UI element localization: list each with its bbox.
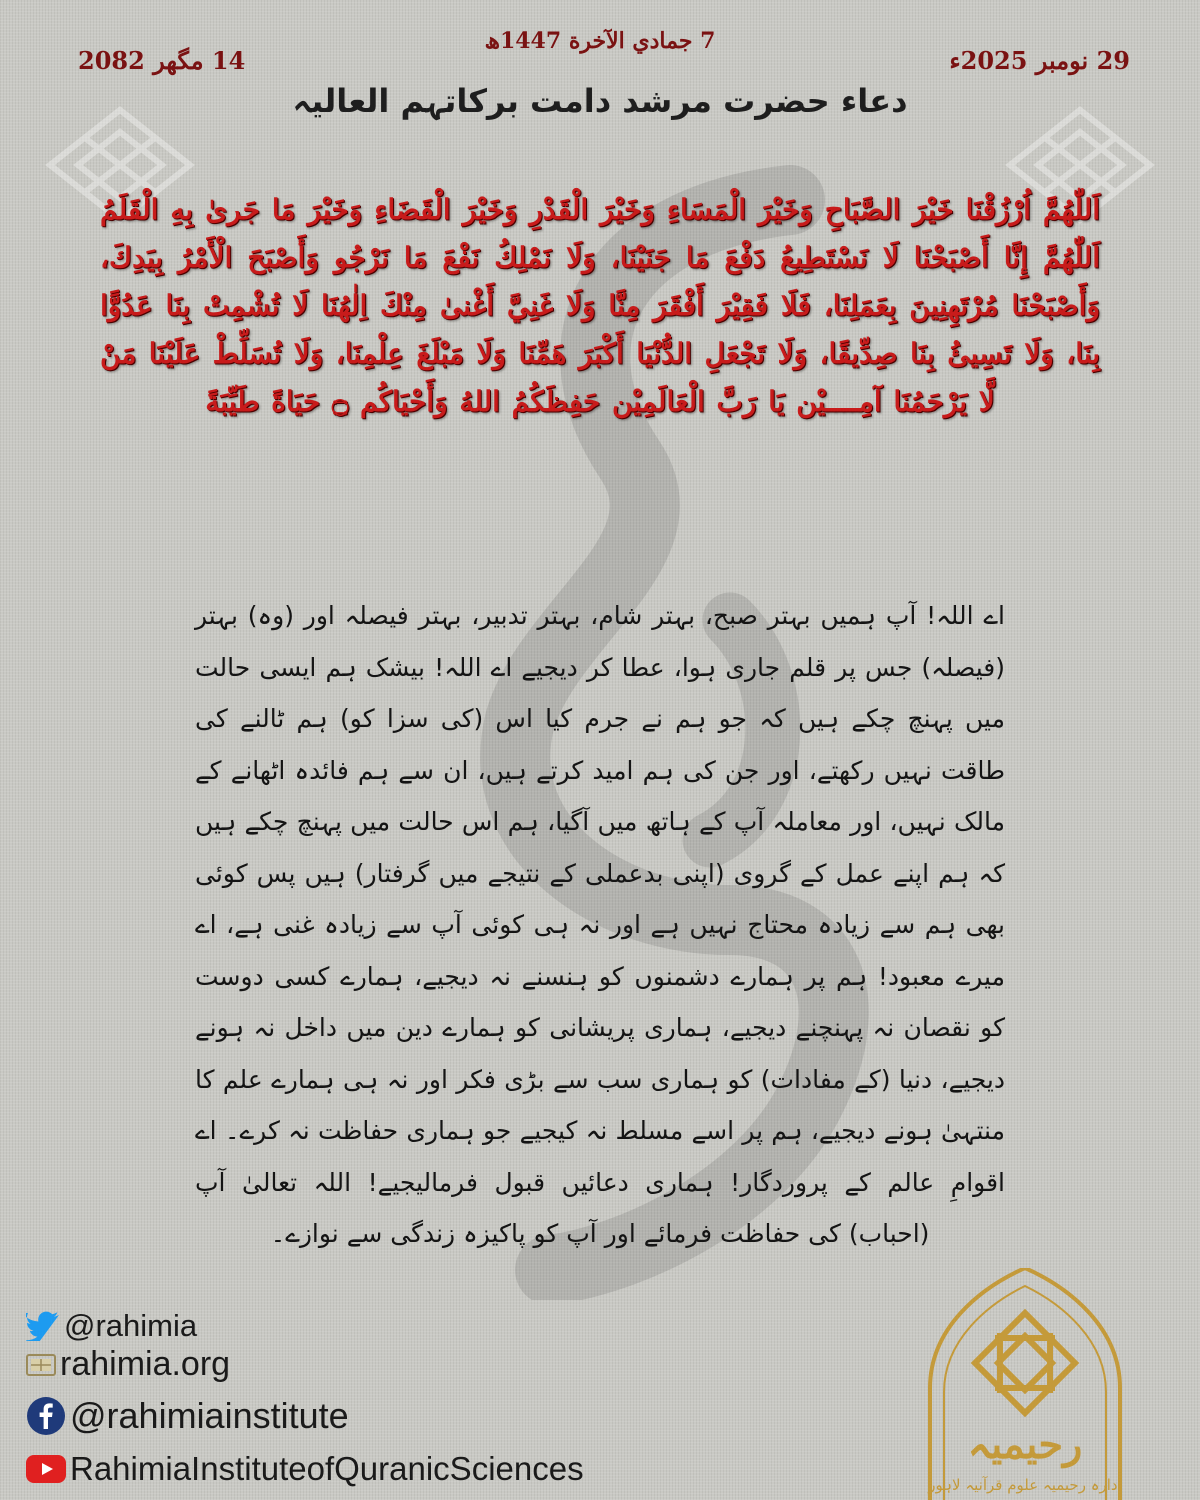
youtube-channel-text: RahimiaInstituteofQuranicSciences: [70, 1450, 584, 1487]
logo-name: رحیمیہ: [967, 1421, 1083, 1468]
desi-date: 14 مگھر 2082: [78, 46, 246, 75]
facebook-handle[interactable]: [26, 1395, 349, 1437]
dua-arabic-text: اَللّٰهُمَّ اُرْزُقْنَا خَيْرَ الصَّبَاحِ وَخَيْرَ الْمَسَاءِ وَخَيْرَ الْقَدْرِ وَخَيْرَ الْقَضَاءِ وَخَيْرَ مَا جَرىٰ بِهِ الْقَلَمُ اَللّٰهُمَّ إِنَّا أَصْبَحْنَا لَا نَسْتَطِيعُ دَفْعَ مَا جَنَيْنَا، وَلَا نَمْلِكُ نَفْعَ مَا نَرْجُو وَأَصْبَحَ الْأَمْرُ بِيَدِكَ، وَأَصْبَحْنَا مُرْتَهِنِينَ بِعَمَلِنَا، فَلَا فَقِيْرَ أَفْقَرَ مِنَّا وَلَا غَنِيَّ أَغْنىٰ مِنْكَ اِلٰهُنَا لَا تُشْمِتْ بِنَا عَدُوًّا بِنَا، وَلَا تَسِيئُ بِنَا صِدِّيقًا، وَلَا تَجْعَلِ الدُّنْيَا أَكْبَرَ هَمِّنَا وَلَا مَبْلَغَ عِلْمِنَا، وَلَا تُسَلِّطْ عَلَيْنَا مَنْ لَّا يَرْحَمُنَا آمِــــيْن يَا رَبَّ الْعَالَمِيْن حَفِظَكُمُ اللهُ وَأَحْيَاكُم ۝ حَيَاةً طَيِّبَةً: [100, 193, 1100, 418]
website-link-text: rahimia.org: [60, 1345, 231, 1383]
gregorian-date: 29 نومبر 2025ء: [949, 46, 1130, 75]
website-globe-icon: [26, 1352, 56, 1378]
rahimia-institute-logo: [900, 1268, 1150, 1500]
youtube-play-icon: [26, 1455, 66, 1483]
website-link[interactable]: [26, 1345, 230, 1384]
hijri-date: 7 جمادي الآخرة 1447ھ: [484, 28, 716, 54]
youtube-channel[interactable]: [26, 1450, 584, 1488]
logo-subtitle: ادارہ رحیمیہ علوم قرآنیہ لاہور: [928, 1476, 1122, 1494]
facebook-handle-text: @rahimiainstitute: [70, 1395, 349, 1436]
page-title: دعاء حضرت مرشد دامت برکاتہم العالیہ: [292, 82, 908, 120]
facebook-icon: [26, 1396, 66, 1436]
twitter-bird-icon: [26, 1311, 60, 1341]
twitter-handle-text: @rahimia: [64, 1308, 198, 1343]
urdu-translation-text: اے اللہ! آپ ہمیں بہتر صبح، بہتر شام، بہتر تدبیر، بہتر فیصلہ اور (وہ) بہتر (فیصلہ) جس پر قلم جاری ہوا، عطا کر دیجیے اے اللہ! بیشک ہم ایسی حالت میں پہنچ چکے ہیں کہ جو ہم نے جرم کیا اس (کی سزا کو) ہم ٹالنے کی طاقت نہیں رکھتے، اور جن کی ہم امید کرتے ہیں، ان سے ہم فائدہ اٹھانے کے مالک نہیں، اور معاملہ آپ کے ہاتھ میں آگیا، ہم اس حالت میں پہنچ چکے ہیں کہ ہم اپنے عمل کے گروی (اپنی بدعملی کے نتیجے میں گرفتار) ہیں پس کوئی بھی ہم سے زیادہ محتاج نہیں ہے اور نہ ہی کوئی آپ سے زیادہ غنی ہے، اے میرے معبود! ہم پر ہمارے دشمنوں کو ہنسنے نہ دیجیے، ہمارے کسی دوست کو نقصان نہ پہنچنے دیجیے، ہماری پریشانی کو ہمارے دین میں داخل نہ ہونے دیجیے، دنیا (کے مفادات) کو ہماری سب سے بڑی فکر اور نہ ہی ہمارے علم کا منتہیٰ ہونے دیجیے، ہم پر اسے مسلط نہ کیجیے جو ہماری حفاظت نہ کرے۔ اے اقوامِ عالم کے پروردگار! ہماری دعائیں قبول فرمالیجیے! اللہ تعالیٰ آپ (احباب) کی حفاظت فرمائے اور آپ کو پاکیزہ زندگی سے نوازے۔: [195, 601, 1005, 1248]
twitter-handle[interactable]: [26, 1308, 197, 1344]
